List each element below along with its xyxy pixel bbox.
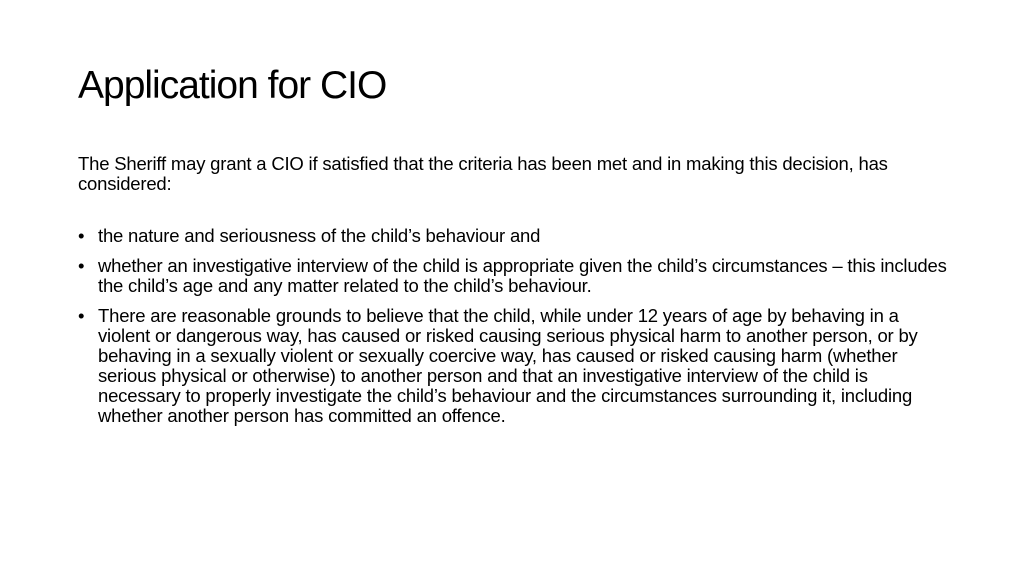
bullet-icon: •: [78, 255, 85, 276]
bullet-text: whether an investigative interview of the child is appropriate given the child’s circumstances – this includes the child’s age and any matter related to the child’s behaviour.: [98, 255, 947, 296]
bullet-item: [78, 226, 948, 246]
bullet-item: [78, 256, 948, 296]
bullet-icon: •: [78, 305, 85, 326]
slide-body: [78, 154, 948, 436]
bullet-list: [78, 226, 948, 426]
slide-title: Application for CIO: [78, 64, 387, 107]
bullet-item: [78, 306, 948, 426]
bullet-text: the nature and seriousness of the child’s behaviour and: [98, 225, 541, 246]
intro-paragraph: The Sheriff may grant a CIO if satisfied that the criteria has been met and in making this decision, has considered:: [78, 153, 888, 194]
bullet-icon: •: [78, 225, 85, 246]
bullet-text: There are reasonable grounds to believe that the child, while under 12 years of age by behaving in a violent or dangerous way, has caused or risked causing serious physical harm to another person, or by behaving in a sexually violent or sexually coercive way, has caused or risked causing harm (whether serious physical or otherwise) to another person and that an investigative interview of the child is necessary to properly investigate the child’s behaviour and the circumstances surrounding it, including whether another person has committed an offence.: [98, 305, 918, 426]
